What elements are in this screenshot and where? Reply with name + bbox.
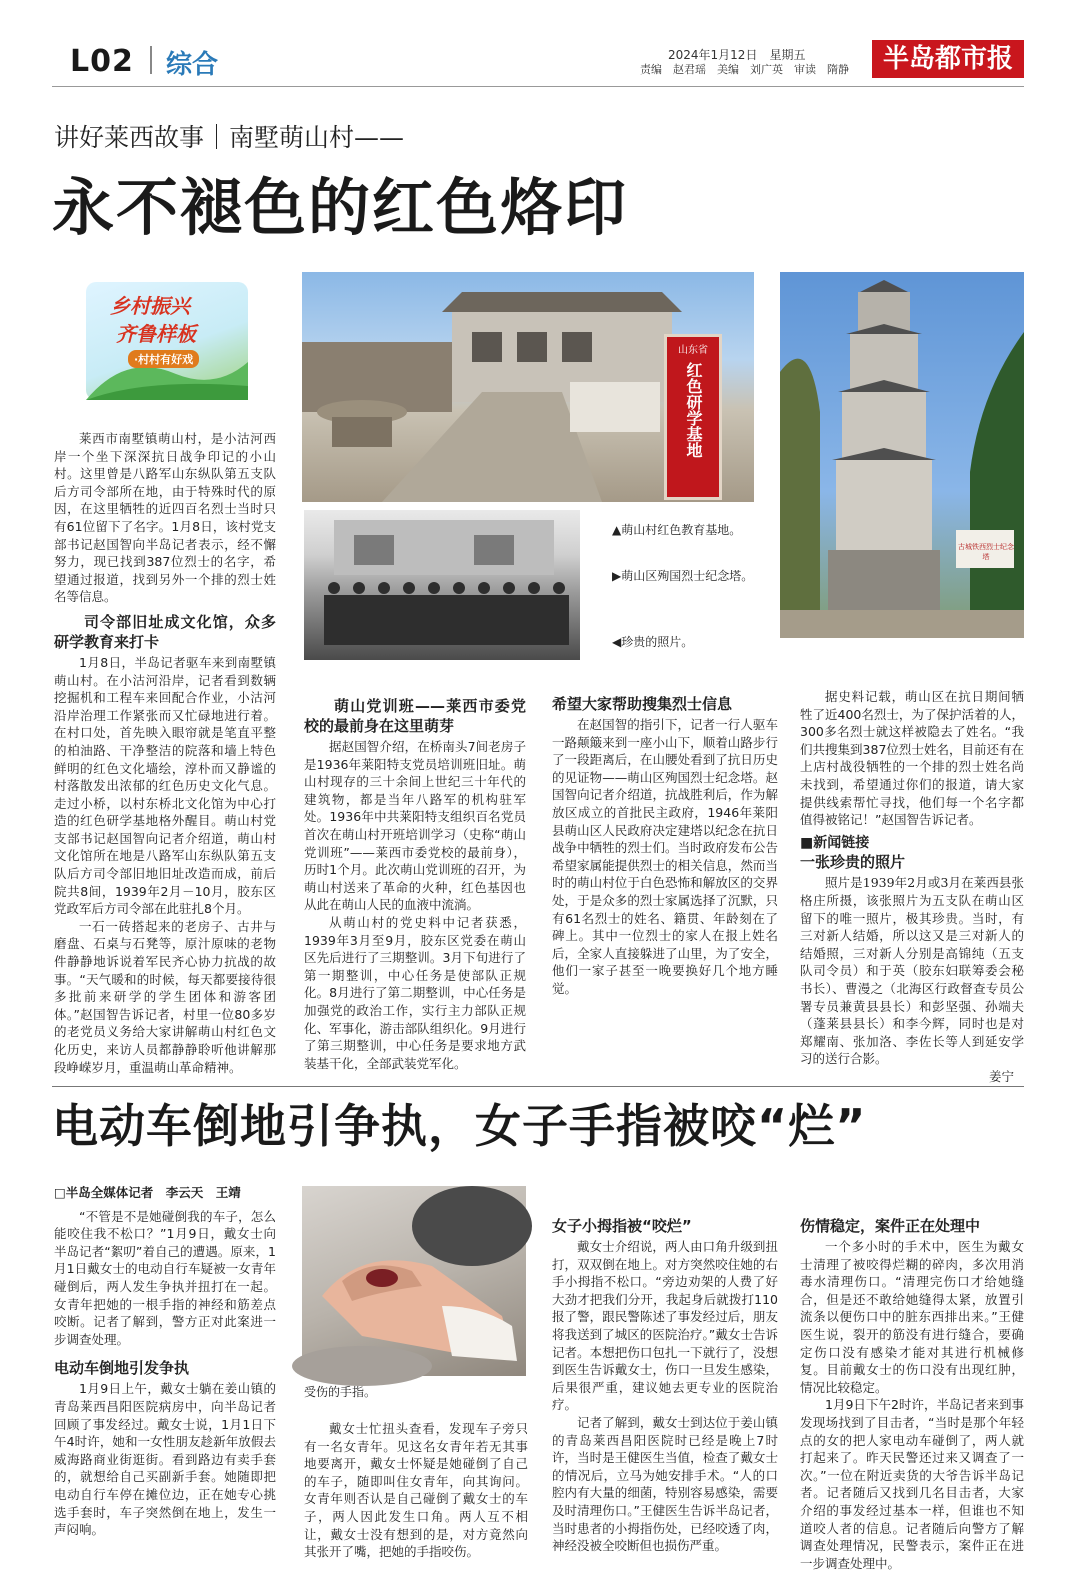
editor-credits: 责编 赵君瑶 美编 刘广英 审读 隋静 xyxy=(640,63,849,76)
story1-column-3 xyxy=(552,688,778,1085)
story1-column-2 xyxy=(304,690,526,1085)
story2-subhead-2: 女子小拇指被“咬烂” xyxy=(552,1217,692,1235)
caption-base: ▲萌山村红色教育基地。 xyxy=(612,523,742,537)
story1-para-4: 从萌山村的党史料中记者获悉，1939年3月至9月，胶东区党委在萌山区先后进行了三期整训。3月下旬进行了第一期整训，中心任务是使部队正规化。8月进行了第二期整训，中心任务是加强党的政治工作，实行主力部队正规化、军事化，游击部队组织化。9月进行了第三期整训，中心任务是要求地方武装基干化，全部武装党军化。 xyxy=(304,914,526,1071)
story2-headline: 电动车倒地引争执，女子手指被咬“烂” xyxy=(52,1099,867,1153)
story2-para-6: 一个多小时的手术中，医生为戴女士清理了被咬得烂糊的碎肉，多次用消毒水清理伤口。“清理完伤口才给她缝合，但是还不敢给她缝得太紧，放置引流条以便伤口中的脏东西排出来。”王健医生说，裂开的筋没有进行缝合，要确定伤口没有感染才能对其进行机械修复。目前戴女士的伤口没有出现红肿，情况比较稳定。 xyxy=(800,1239,1024,1395)
issue-date: 2024年1月12日 星期五 xyxy=(668,48,806,62)
tower-plaque: 古城铁西烈士纪念塔 xyxy=(958,543,1014,561)
story1-para-7: 照片是1939年2月或3月在莱西县张格庄所摄，该张照片为五支队在萌山区留下的唯一照片，极其珍贵。当时，有三对新人结婚，所以这又是三对新人的结婚照，三对新人分别是高锦纯（五支队司令员）和于英（胶东妇联筹委会秘书长）、曹漫之（北海区行政督查专员公署专员兼黄县县长）和彭坚强、孙端夫（蓬莱县县长）和李今辉，同时也是对郑耀南、张加洛、李佐长等人到延安学习的送行合影。 xyxy=(800,875,1024,1067)
page-number: L02 xyxy=(70,44,134,79)
badge-line1: 乡村振兴 xyxy=(110,294,190,318)
story2-para-5: 记者了解到，戴女士到达位于姜山镇的青岛莱西昌阳医院时已经是晚上7时许，当时是王健医生当值，检查了戴女士的情况后，立马为她安排手术。“人的口腔内有大量的细菌，特别容易感染，需要及时清理伤口。”王健医生告诉半岛记者，当时患者的小拇指伤处，已经咬透了肉，神经没被全咬断但也损伤严重。 xyxy=(552,1414,778,1554)
caption-tower: ▶萌山区殉国烈士纪念塔。 xyxy=(612,569,754,583)
story1-subhead-1: 司令部旧址成文化馆，众多研学教育来打卡 xyxy=(54,612,276,651)
caption-finger: 受伤的手指。 xyxy=(304,1385,377,1399)
story1-lead: 莱西市南墅镇萌山村，是小沽河西岸一个坐下深深抗日战争印记的小山村。这里曾是八路军山东纵队第五支队后方司令部所在地，由于特殊时代的原因，在这里牺牲的近四百名烈士当时只有61位留下了名字。1月8日，该村党支部书记赵国智向半岛记者表示，经不懈努力，现已找到387位烈士的名字，希望通过报道，找到另外一个排的烈士姓名等信息。 xyxy=(54,431,276,605)
group-photo-graphic xyxy=(304,510,580,660)
red-study-base-sign xyxy=(664,334,722,500)
story2-para-2: 1月9日上午，戴女士躺在姜山镇的青岛莱西昌阳医院病房中，向半岛记者回顾了事发经过。戴女士说，1月1日下午4时许，她和一女性朋友趁新年放假去威海路商业街逛街。看到路边有卖手套的，就想给自己买副新手套。她随即把电动自行车停在摊位边，正在她专心挑选手套时，车子突然倒在地上，发生一声闷响。 xyxy=(54,1381,276,1538)
story-divider xyxy=(52,1086,1024,1087)
news-link-title: 一张珍贵的照片 xyxy=(800,853,906,872)
header-rule xyxy=(52,86,1024,87)
badge-line3: ·村村有好戏 xyxy=(128,350,199,368)
photo-injured-finger xyxy=(302,1186,526,1376)
photo-martyrs-tower xyxy=(780,272,1024,638)
story1-para-3: 据赵国智介绍，在桥南头7间老房子是1936年莱阳特支党员培训班旧址。萌山村现存的三十余间上世纪三十年代的建筑物，都是当年八路军的机构驻军处。1936年中共莱阳特支组织百名党员首次在萌山村开班培训学习（史称“萌山党训班”——莱西市委党校的最前身），历时1个月。此次萌山党训班的召开，为萌山村送来了革命的火种，红色基因也从此在萌山人民的血液中流淌。 xyxy=(304,739,526,913)
photo-red-education-base xyxy=(302,272,754,502)
header-divider xyxy=(150,46,152,74)
story1-para-5: 在赵国智的指引下，记者一行人驱车一路颠簸来到一座小山下，顺着山路步行了一段距离后，在山腰处看到了抗日历史的见证物——萌山区殉国烈士纪念塔。赵国智向记者介绍道，抗战胜利后，作为解放区成立的首批民主政府，1946年莱阳县萌山区人民政府决定建塔以纪念在抗日战争中牺牲的烈士们。当时政府发布公告希望家属能提供烈士的相关信息，然而当时的萌山村位于白色恐怖和解放区的交界处，于是众多的烈士家属选择了沉默，只有61名烈士的姓名、籍贯、年龄刻在了碑上。其中一位烈士的家人在报上姓名后，全家人直接躲进了山里，为了安全，他们一家子甚至一晚要换好几个地方睡觉。 xyxy=(552,717,778,996)
newspaper-masthead: 半岛都市报 xyxy=(872,40,1024,78)
story1-column-1 xyxy=(54,430,276,1090)
story1-column-4 xyxy=(800,688,1024,1085)
caption-photo: ◀珍贵的照片。 xyxy=(612,635,694,649)
story1-subhead-2: 萌山党训班——莱西市委党校的最前身在这里萌芽 xyxy=(304,697,526,735)
story1-subhead-3: 希望大家帮助搜集烈士信息 xyxy=(552,695,733,713)
finger-graphic xyxy=(302,1186,526,1376)
story2-column-3 xyxy=(552,1210,778,1556)
rural-revival-badge xyxy=(86,282,248,400)
story2-subhead-3: 伤情稳定，案件正在处理中 xyxy=(800,1217,981,1235)
story2-para-7: 1月9日下午2时许，半岛记者来到事发现场找到了目击者，“当时是那个年轻点的女的把人家电动车碰倒了，两人就打起来了。昨天民警还过来又调查了一次。”一位在附近卖货的大爷告诉半岛记者。记者随后又找到几名目击者，大家介绍的事发经过基本一样，但谁也不知道咬人者的信息。记者随后向警方了解调查处理情况，民警表示，案件正在进一步调查处理中。 xyxy=(800,1397,1024,1571)
story2-para-1: “不管是不是她碰倒我的车子，怎么能咬住我不松口？”1月9日，戴女士向半岛记者“絮叨”着自己的遭遇。原来，1月1日戴女士的电动自行车疑被一女青年碰倒后，两人发生争执并扭打在一起。女青年把她的一根手指的神经和筋差点咬断。记者了解到，警方正对此案进一步调查处理。 xyxy=(54,1208,276,1347)
story1-kicker: 讲好莱西故事｜南墅萌山村—— xyxy=(54,123,405,152)
story2-column-2 xyxy=(304,1420,528,1560)
news-link-label: ■新闻链接 xyxy=(800,834,870,851)
story2-para-3: 戴女士忙扭头查看，发现车子旁只有一名女青年。见这名女青年若无其事地要离开，戴女士怀疑是她碰倒了自己的车子，随即叫住女青年，向其询问。女青年则否认是自己碰倒了戴女士的车子，两人因此发生口角。两人互不相让，戴女士没有想到的是，对方竟然向其张开了嘴，把她的手指咬伤。 xyxy=(304,1421,528,1560)
story1-headline: 永不褪色的红色烙印 xyxy=(52,171,629,244)
sign-province: 山东省 xyxy=(678,345,708,356)
story2-column-4 xyxy=(800,1210,1024,1571)
story2-byline: □半岛全媒体记者 李云天 王靖 xyxy=(54,1185,241,1200)
story1-para-2: 一石一砖搭起来的老房子、古井与磨盘、石桌与石凳等，原汁原味的老物件静静地诉说着军民齐心协力抗战的故事。“天气暖和的时候，每天都要接待很多批前来研学的学生团体和游客团体。”赵国智告诉记者，村里一位80多岁的老党员义务给大家讲解萌山村红色文化历史，来访人员都静静聆听他讲解那段峥嵘岁月，重温萌山革命精神。 xyxy=(54,918,276,1075)
story2-column-1 xyxy=(54,1184,276,1554)
tower-graphic xyxy=(780,272,1024,638)
sign-text: 红色研学基地 xyxy=(684,362,703,458)
story2-subhead-1: 电动车倒地引发争执 xyxy=(54,1359,190,1378)
story1-author: 姜宁 xyxy=(988,1068,1014,1084)
story2-para-4: 戴女士介绍说，两人由口角升级到扭打，双双倒在地上。对方突然咬住她的右手小拇指不松口。“旁边劝架的人费了好大劲才把我们分开，我起身后就拨打110报了警，跟民警陈述了事发经过后，朋友将我送到了城区的医院治疗。”戴女士告诉记者。本想把伤口包扎一下就行了，没想到医生告诉戴女士，伤口一旦发生感染，后果很严重，建议她去更专业的医院治疗。 xyxy=(552,1239,778,1413)
story1-para-1: 1月8日，半岛记者驱车来到南墅镇萌山村。在小沽河沿岸，记者看到数辆挖掘机和工程车来回配合作业，小沽河沿岸治理工作紧张而又忙碌地进行着。在村口处，首先映入眼帘就是笔直平整的柏油路、干净整洁的院落和墙上特色鲜明的红色文化墙绘，淳朴而又静谧的村落散发出浓郁的红色历史文化气息。走过小桥，以村东桥北文化馆为中心打造的红色研学基地格外醒目。萌山村党支部书记赵国智向记者介绍道，萌山村文化馆所在地是八路军山东纵队第五支队后方司令部旧地旧址改造而成，前后院共8间，1939年2月－10月，胶东区党政军后方司令部在此驻扎8个月。 xyxy=(54,654,276,917)
story1-para-6: 据史料记载，萌山区在抗日期间牺牲了近400名烈士，为了保护活着的人，300多名烈士就这样被隐去了姓名。“我们共搜集到387位烈士姓名，目前还有在上店村战役牺牲的一个排的烈士姓名尚未找到，希望通过你们的报道，请大家提供线索帮忙寻找，他们每一个名字都值得被铭记！”赵国智告诉记者。 xyxy=(800,689,1024,828)
badge-line2: 齐鲁样板 xyxy=(116,322,196,346)
photo-historic-group xyxy=(304,510,580,660)
section-name: 综合 xyxy=(166,50,219,80)
